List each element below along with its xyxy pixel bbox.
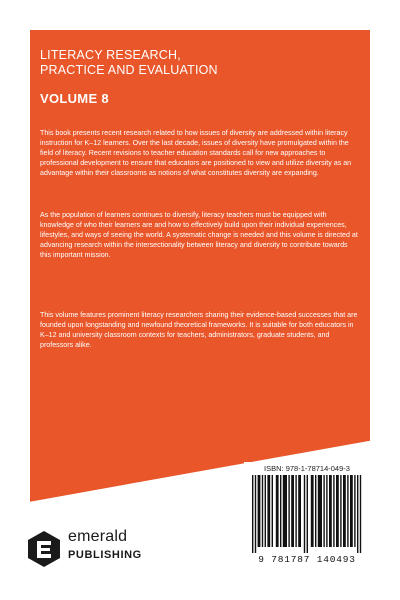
- barcode-icon: [252, 475, 362, 553]
- blurb-paragraph-3: This volume features prominent literacy researchers sharing their evidence-based successes that are founded upon longstanding and newfound theoretical frameworks. It is suitable for both educators in K–12 and university classroom contexts for teachers, administrators, graduate students, and professors alike.: [40, 311, 358, 350]
- volume-label: VOLUME 8: [40, 91, 109, 106]
- publisher-logo[interactable]: [26, 528, 166, 572]
- barcode-digits: 9 781787 140493: [258, 554, 356, 565]
- blurb-paragraph-2: As the population of learners continues to diversify, literacy teachers must be equipped with knowledge of who their learners are and how to effectively build upon their individual experiences, lifestyles, and ways of seeing the world. A systematic change is needed and this volume is directed at advancing research within the intersectionality between literacy and diversity to contribute towards this important mission.: [40, 211, 358, 260]
- publisher-sub: PUBLISHING: [68, 549, 142, 561]
- publisher-name: emerald: [68, 528, 128, 545]
- series-title-line-2: PRACTICE AND EVALUATION: [40, 63, 218, 77]
- emerald-e-logo-icon: [26, 530, 62, 568]
- barcode-box: [244, 462, 370, 570]
- series-title: [40, 48, 340, 78]
- isbn-label: ISBN: 978-1-78714-049-3: [264, 464, 350, 473]
- blurb-paragraph-1: This book presents recent research related to how issues of diversity are addressed within literacy instruction for K–12 learners. Over the last decade, issues of diversity have promulgated within the field of literacy. Recent revisions to teacher education standards call for new approaches to professional development to ensure that educators are positioned to view and utilize diversity as an advantage within their classrooms as notions of what constitutes diversity are expanding.: [40, 129, 352, 178]
- series-title-line-1: LITERACY RESEARCH,: [40, 48, 181, 62]
